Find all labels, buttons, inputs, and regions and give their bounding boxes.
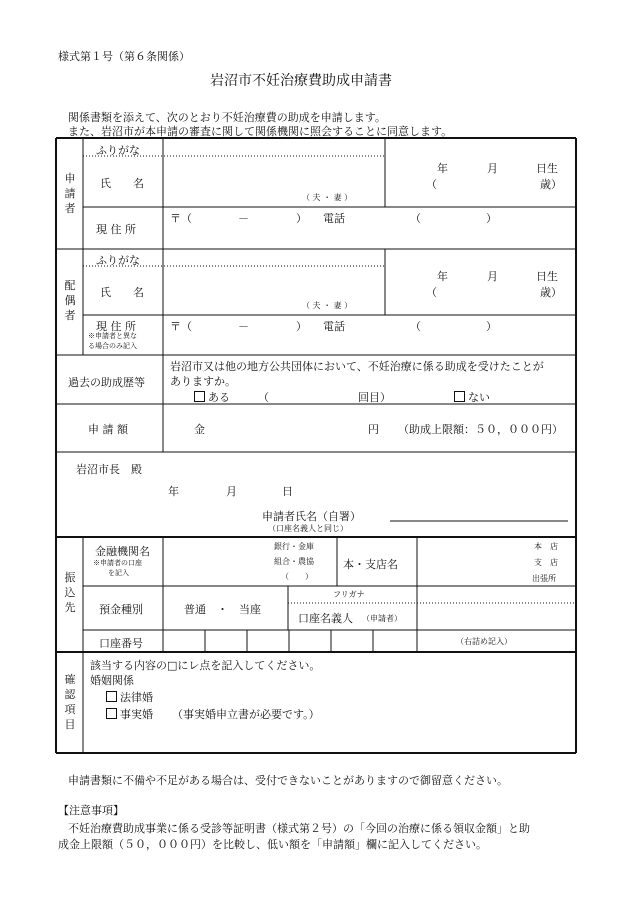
history-option-yes[interactable]	[194, 389, 230, 405]
spouse-name-field[interactable]	[165, 268, 383, 298]
applicant-address-label: 現 住 所	[96, 223, 136, 236]
checkbox-no-icon[interactable]	[454, 391, 465, 402]
date-day: 日	[282, 485, 293, 498]
history-question-line-1: 岩沼市又は他の地方公共団体において、不妊治療に係る助成を受けたことが	[170, 360, 544, 373]
branch-type-branch: 支 店	[534, 558, 558, 567]
history-yes-open: （	[258, 391, 269, 404]
notes-title: 【注意事項】	[58, 804, 124, 817]
account-note: （右詰め記入）	[456, 637, 512, 646]
deposit-types[interactable]: 普通 ・ 当座	[184, 603, 261, 616]
account-label: 口座番号	[99, 637, 143, 650]
note-line-1: 不妊治療費助成事業に係る受診等証明書（様式第２号）の「今回の治療に係る領収金額」と助	[68, 822, 530, 835]
form-title: 岩沼市不妊治療費助成申請書	[210, 73, 392, 89]
spouse-husband-wife[interactable]: （ 夫 ・ 妻 ）	[302, 301, 353, 310]
applicant-furigana-label: ふりがな	[96, 144, 140, 157]
applicant-section-label: 申請者	[64, 172, 76, 215]
confirm-section-label: 確認項目	[64, 673, 76, 731]
applicant-husband-wife[interactable]: （ 夫 ・ 妻 ）	[302, 193, 353, 202]
applicant-postal-close: ）	[296, 212, 307, 225]
marriage-label: 婚姻関係	[90, 674, 134, 687]
applicant-address-field[interactable]	[165, 224, 573, 246]
spouse-postal-close: ）	[296, 320, 307, 333]
spouse-furigana-field[interactable]	[165, 251, 383, 265]
applicant-postal: 〒（	[170, 212, 192, 225]
checkbox-legal-icon[interactable]	[106, 691, 117, 702]
spouse-age-open: （	[426, 286, 437, 299]
spouse-name-label: 氏 名	[100, 286, 144, 299]
signature-note: （口座名義人と同じ）	[268, 524, 348, 533]
spouse-phone-label: 電話	[323, 320, 345, 333]
spouse-age-close: 歳）	[540, 286, 562, 299]
applicant-phone-close: ）	[486, 212, 497, 225]
applicant-age-close: 歳）	[540, 178, 562, 191]
holder-note: （申請者）	[362, 614, 402, 623]
amount-prefix: 金	[194, 423, 205, 436]
note-line-2: 成金上限額（５０，０００円）を比較し、低い額を「申請額」欄に記入してください。	[58, 838, 487, 851]
amount-field[interactable]	[210, 414, 360, 440]
applicant-phone-label: 電話	[323, 212, 345, 225]
spouse-address-note-2: る場合のみ記入	[88, 342, 137, 350]
amount-label: 申 請 額	[88, 423, 128, 436]
history-option-yes-label: ある	[208, 391, 230, 404]
bank-note-1: ※申請者の口座	[93, 559, 142, 567]
footer-warning: 申請書類に不備や不足がある場合は、受付できないことがありますので御留意ください。	[68, 774, 508, 787]
branch-type-main: 本 店	[534, 542, 558, 551]
branch-type-office: 出張所	[532, 574, 556, 583]
account-number-field[interactable]	[165, 632, 415, 650]
option-legal-label: 法律婚	[120, 691, 153, 704]
bank-types-2: 組合・農協	[274, 557, 314, 566]
applicant-age-open: （	[426, 178, 437, 191]
checkbox-defacto-icon[interactable]	[106, 708, 117, 719]
spouse-phone-open: （	[410, 320, 421, 333]
spouse-dob-day: 日生	[536, 270, 558, 283]
spouse-section-label: 配偶者	[64, 279, 76, 322]
bank-name-field[interactable]	[165, 540, 270, 584]
form-number: 様式第１号（第６条関係）	[58, 50, 190, 63]
history-yes-count: 回目）	[358, 391, 391, 404]
branch-name-field[interactable]	[419, 540, 529, 584]
spouse-address-field[interactable]	[165, 332, 573, 352]
checkbox-yes-icon[interactable]	[194, 391, 205, 402]
spouse-address-note-1: ※申請者と異な	[88, 332, 137, 340]
history-question-line-2: ありますか。	[170, 375, 236, 388]
spouse-phone-close: ）	[486, 320, 497, 333]
applicant-phone-open: （	[410, 212, 421, 225]
signature-label: 申請者氏名（自署）	[262, 510, 361, 523]
applicant-name-label: 氏 名	[100, 177, 144, 190]
holder-name-field[interactable]	[419, 605, 574, 628]
applicant-furigana-field[interactable]	[165, 141, 383, 155]
applicant-postal-dash: －	[238, 212, 249, 225]
mayor-addressee: 岩沼市長 殿	[76, 463, 142, 476]
amount-limit: （助成上限額：５０，０００円）	[398, 423, 563, 436]
transfer-section-label: 振込先	[64, 571, 76, 614]
spouse-dob-month: 月	[487, 270, 498, 283]
bank-types-3: （ ）	[281, 572, 313, 581]
bank-note-2: を記入	[108, 569, 129, 577]
option-defacto-label: 事実婚	[120, 708, 153, 721]
spouse-postal-dash: －	[238, 320, 249, 333]
branch-label: 本・支店名	[343, 558, 398, 571]
spouse-furigana-label: ふりがな	[96, 254, 140, 267]
date-month: 月	[226, 485, 237, 498]
bank-types-1: 銀行・金庫	[274, 542, 314, 551]
option-legal-marriage[interactable]	[106, 689, 153, 705]
confirm-instruction: 該当する内容の□にレ点を記入してください。	[90, 659, 321, 672]
intro-line-2: また、岩沼市が本申請の審査に関して関係機関に照会することに同意します。	[68, 125, 453, 138]
applicant-dob-day: 日生	[536, 162, 558, 175]
defacto-note: （事実婚申立書が必要です。）	[172, 708, 320, 721]
applicant-dob-month: 月	[487, 162, 498, 175]
spouse-address-label: 現 住 所	[96, 320, 136, 333]
deposit-label: 預金種別	[99, 603, 143, 616]
signature-field[interactable]	[390, 502, 568, 520]
date-year: 年	[168, 485, 179, 498]
intro-line-1: 関係書類を添えて、次のとおり不妊治療費の助成を申請します。	[68, 111, 386, 124]
history-option-no-label: ない	[468, 391, 490, 404]
bank-label: 金融機関名	[95, 545, 150, 558]
option-defacto-marriage[interactable]	[106, 706, 153, 722]
spouse-postal: 〒（	[170, 320, 192, 333]
applicant-dob-year: 年	[437, 162, 448, 175]
applicant-name-field[interactable]	[165, 158, 383, 190]
spouse-dob-year: 年	[437, 270, 448, 283]
holder-kana-field[interactable]	[419, 588, 574, 602]
kana-label: フリガナ	[333, 590, 365, 599]
amount-unit: 円	[368, 423, 379, 436]
history-option-no[interactable]	[454, 389, 490, 405]
holder-label: 口座名義人	[298, 612, 353, 625]
history-label: 過去の助成歴等	[68, 376, 145, 389]
